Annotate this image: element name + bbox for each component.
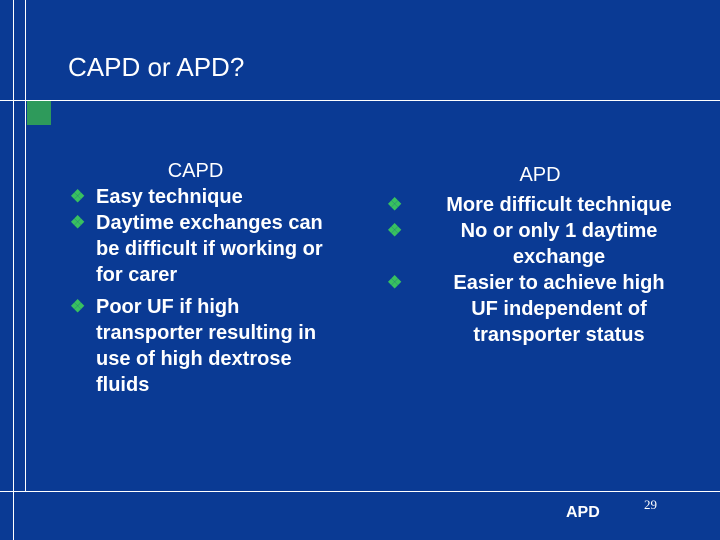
apd-item-text: No or only 1 daytime exchange xyxy=(460,220,658,268)
diamond-bullet-icon: ❖ xyxy=(70,213,86,232)
capd-item xyxy=(68,210,368,288)
left-border-line-inner xyxy=(25,0,26,492)
capd-item xyxy=(68,294,368,398)
apd-heading: APD xyxy=(519,164,561,186)
apd-column xyxy=(385,162,705,348)
footer-line xyxy=(0,491,720,492)
accent-square xyxy=(27,101,51,125)
title-underline xyxy=(0,100,720,101)
capd-item-text: Easy technique xyxy=(96,186,243,208)
footer-label: APD xyxy=(566,504,600,521)
apd-item-text: Easier to achieve high UF independent of transporter status xyxy=(453,272,665,346)
page-number: 29 xyxy=(644,497,657,512)
capd-item-text: Daytime exchanges can be difficult if working or for carer xyxy=(96,212,323,286)
capd-heading: CAPD xyxy=(167,160,224,182)
diamond-bullet-icon: ❖ xyxy=(387,195,403,214)
apd-item-text: More difficult technique xyxy=(446,194,672,216)
left-border-line-outer xyxy=(13,0,14,540)
apd-item xyxy=(385,192,705,218)
slide-title: CAPD or APD? xyxy=(68,52,245,82)
diamond-bullet-icon: ❖ xyxy=(387,273,403,292)
apd-item xyxy=(385,218,705,270)
diamond-bullet-icon: ❖ xyxy=(70,297,86,316)
capd-column xyxy=(68,158,368,398)
diamond-bullet-icon: ❖ xyxy=(70,187,86,206)
capd-item-text: Poor UF if high transporter resulting in use of high dextrose fluids xyxy=(96,296,317,396)
apd-item xyxy=(385,270,705,348)
capd-item xyxy=(68,184,368,210)
diamond-bullet-icon: ❖ xyxy=(387,221,403,240)
